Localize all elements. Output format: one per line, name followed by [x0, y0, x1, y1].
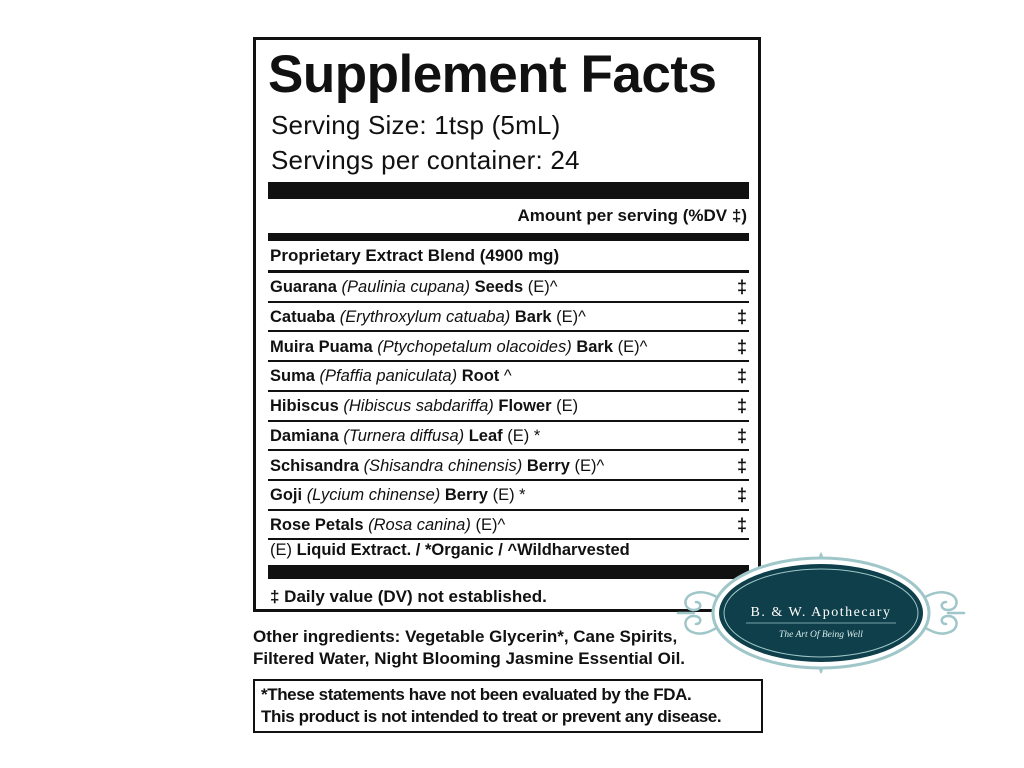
thick-divider	[268, 182, 749, 199]
seal-brand: B. & W. Apothecary	[750, 605, 892, 620]
dv-symbol: ‡	[736, 455, 747, 476]
ingredient-latin: (Erythroxylum catuaba)	[339, 308, 511, 327]
ingredient-text	[270, 367, 512, 386]
ingredient-part: Seeds	[474, 278, 524, 297]
legend	[270, 541, 630, 560]
dv-symbol: ‡	[736, 485, 747, 506]
ingredient-latin: (Hibiscus sabdariffa)	[343, 397, 494, 416]
ingredient-part: Bark	[576, 337, 614, 356]
ingredient-part: Bark	[514, 308, 552, 327]
ingredient-text	[270, 338, 647, 357]
dv-symbol: ‡	[736, 336, 747, 357]
dv-note: ‡ Daily value (DV) not established.	[270, 587, 547, 606]
ingredient-text	[270, 457, 604, 476]
supplement-facts-panel	[253, 37, 761, 612]
ingredient-text	[270, 397, 578, 416]
ingredient-mark: (E)^	[556, 308, 586, 327]
ingredient-name: Guarana	[270, 278, 337, 297]
row-divider	[268, 538, 749, 540]
ingredient-text	[270, 427, 540, 446]
ingredient-row	[268, 303, 749, 333]
ingredient-name: Hibiscus	[270, 397, 339, 416]
ingredient-mark: (E) *	[492, 486, 526, 505]
dv-symbol: ‡	[736, 396, 747, 417]
medium-divider	[268, 233, 749, 241]
dv-symbol: ‡	[736, 366, 747, 387]
ingredient-mark: (E)	[556, 397, 579, 416]
ingredient-part: Leaf	[468, 426, 503, 445]
ingredient-row	[268, 392, 749, 422]
ingredient-latin: (Shisandra chinensis)	[363, 456, 523, 475]
apothecary-seal-logo	[676, 548, 966, 678]
ingredient-latin: (Pfaffia paniculata)	[319, 367, 458, 386]
ingredient-name: Catuaba	[270, 308, 336, 327]
ingredient-name: Muira Puama	[270, 337, 373, 356]
dv-symbol: ‡	[736, 277, 747, 298]
ingredient-part: Berry	[526, 456, 570, 475]
ingredient-name: Rose Petals	[270, 515, 364, 534]
ingredient-latin: (Paulinia cupana)	[341, 278, 470, 297]
ingredient-part: Root	[461, 367, 500, 386]
ingredient-name: Goji	[270, 486, 303, 505]
disclaimer-line-1: *These statements have not been evaluated by the FDA.	[261, 685, 692, 704]
ingredient-name: Damiana	[270, 426, 339, 445]
ingredient-row	[268, 273, 749, 303]
ingredient-row	[268, 451, 749, 481]
ingredient-latin: (Lycium chinense)	[306, 486, 441, 505]
ingredient-mark: (E)^	[574, 456, 605, 475]
ingredient-mark: (E) *	[507, 426, 541, 445]
dv-symbol: ‡	[736, 425, 747, 446]
ingredient-mark: ^	[503, 367, 512, 386]
ingredient-row	[268, 332, 749, 362]
ingredient-latin: (Ptychopetalum olacoides)	[377, 337, 572, 356]
ingredient-mark: (E)^	[617, 337, 648, 356]
legend-prefix: (E)	[270, 541, 292, 559]
panel-title: Supplement Facts	[268, 45, 717, 104]
ingredient-part: Flower	[498, 397, 552, 416]
serving-size: Serving Size: 1tsp (5mL)	[271, 110, 561, 140]
ingredient-row	[268, 362, 749, 392]
ingredient-text	[270, 308, 586, 327]
ingredient-latin: (Turnera diffusa)	[343, 426, 465, 445]
amount-per-serving-header: Amount per serving (%DV ‡)	[517, 206, 747, 225]
ingredient-part: Berry	[444, 486, 488, 505]
ingredient-name: Suma	[270, 367, 315, 386]
ingredient-text	[270, 278, 558, 297]
legend-text: Liquid Extract. / *Organic / ^Wildharvested	[296, 541, 630, 559]
ingredient-mark: (E)^	[475, 515, 506, 534]
ingredient-row	[268, 422, 749, 452]
ingredient-row	[268, 481, 749, 511]
dv-symbol: ‡	[736, 514, 747, 535]
seal-tagline: The Art Of Being Well	[779, 630, 863, 640]
ingredient-mark: (E)^	[527, 278, 558, 297]
other-ingredients-line-1: Other ingredients: Vegetable Glycerin*, Cane Spirits,	[253, 627, 678, 646]
ingredient-latin: (Rosa canina)	[368, 515, 471, 534]
servings-per-container: Servings per container: 24	[271, 145, 580, 175]
proprietary-blend: Proprietary Extract Blend (4900 mg)	[270, 246, 560, 265]
other-ingredients-line-2: Filtered Water, Night Blooming Jasmine Essential Oil.	[253, 649, 686, 668]
ingredient-text	[270, 516, 505, 535]
ingredient-row	[268, 511, 749, 541]
ingredient-name: Schisandra	[270, 456, 359, 475]
disclaimer-line-2: This product is not intended to treat or prevent any disease.	[261, 707, 722, 726]
dv-symbol: ‡	[736, 307, 747, 328]
ingredient-text	[270, 486, 526, 505]
fda-disclaimer-box	[253, 679, 763, 733]
